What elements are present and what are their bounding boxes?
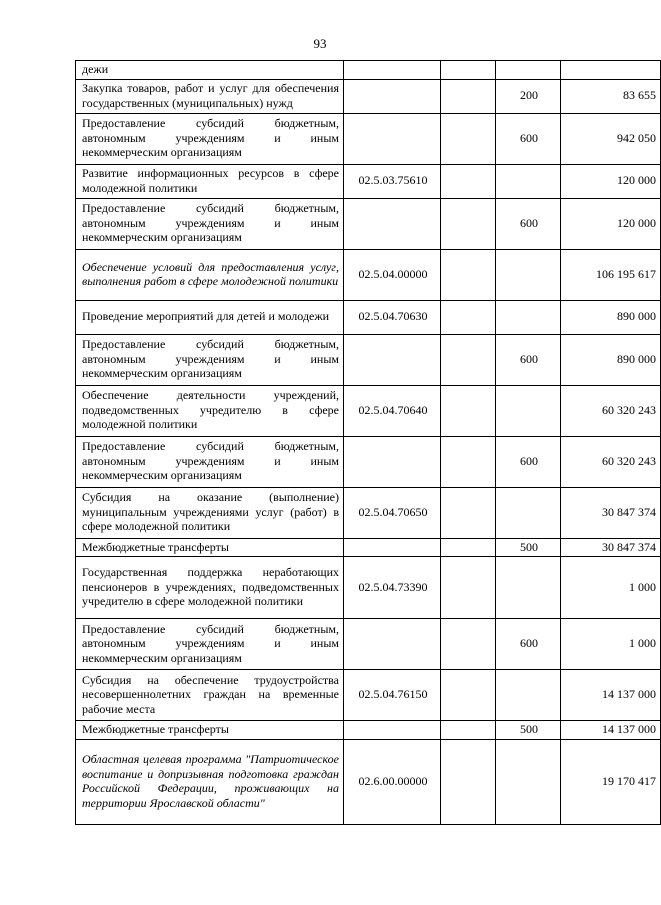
table-row <box>76 619 661 670</box>
row-name-cell: Закупка товаров, работ и услуг для обеспечения государственных (муниципальных) нужд <box>76 79 344 113</box>
row-type-cell <box>441 670 496 721</box>
row-type-cell <box>441 739 496 824</box>
row-type-cell <box>441 61 496 80</box>
row-expense-type-cell <box>496 739 561 824</box>
row-amount-cell: 19 170 417 <box>561 739 661 824</box>
row-code-cell: 02.5.04.76150 <box>344 670 441 721</box>
row-code-cell <box>344 619 441 670</box>
row-type-cell <box>441 113 496 164</box>
table-row <box>76 334 661 385</box>
row-expense-type-cell <box>496 487 561 538</box>
row-type-cell <box>441 721 496 740</box>
table-row <box>76 739 661 824</box>
table-row <box>76 61 661 80</box>
table-row <box>76 79 661 113</box>
row-type-cell <box>441 385 496 436</box>
row-code-cell <box>344 79 441 113</box>
row-amount-cell: 14 137 000 <box>561 670 661 721</box>
row-amount-cell: 890 000 <box>561 334 661 385</box>
row-amount-cell: 83 655 <box>561 79 661 113</box>
row-expense-type-cell <box>496 385 561 436</box>
row-expense-type-cell: 600 <box>496 436 561 487</box>
table-row <box>76 557 661 619</box>
table-row <box>76 670 661 721</box>
row-type-cell <box>441 436 496 487</box>
row-name-cell: Субсидия на оказание (выполнение) муниципальным учреждениями услуг (работ) в сфере молодежной политики <box>76 487 344 538</box>
table-row <box>76 249 661 300</box>
table-row <box>76 721 661 740</box>
row-amount-cell: 30 847 374 <box>561 487 661 538</box>
row-type-cell <box>441 538 496 557</box>
table-row <box>76 198 661 249</box>
row-amount-cell: 120 000 <box>561 198 661 249</box>
row-code-cell <box>344 538 441 557</box>
row-code-cell: 02.5.04.73390 <box>344 557 441 619</box>
row-type-cell <box>441 557 496 619</box>
row-type-cell <box>441 79 496 113</box>
row-expense-type-cell <box>496 300 561 334</box>
table-row <box>76 164 661 198</box>
row-amount-cell: 1 000 <box>561 557 661 619</box>
budget-table <box>75 60 661 825</box>
table-row <box>76 436 661 487</box>
row-code-cell: 02.5.04.70650 <box>344 487 441 538</box>
row-amount-cell <box>561 61 661 80</box>
row-name-cell: Развитие информационных ресурсов в сфере молодежной политики <box>76 164 344 198</box>
row-name-cell: Межбюджетные трансферты <box>76 721 344 740</box>
row-amount-cell: 1 000 <box>561 619 661 670</box>
row-amount-cell: 942 050 <box>561 113 661 164</box>
row-type-cell <box>441 334 496 385</box>
row-expense-type-cell: 600 <box>496 619 561 670</box>
row-expense-type-cell: 500 <box>496 721 561 740</box>
row-type-cell <box>441 487 496 538</box>
row-name-cell: Предоставление субсидий бюджетным, автономным учреждениям и иным некоммерческим организациям <box>76 436 344 487</box>
row-amount-cell: 30 847 374 <box>561 538 661 557</box>
row-name-cell: Областная целевая программа "Патриотическое воспитание и допризывная подготовка граждан Российской Федерации, проживающих на территории Ярославской области" <box>76 739 344 824</box>
row-type-cell <box>441 619 496 670</box>
row-code-cell <box>344 113 441 164</box>
row-type-cell <box>441 198 496 249</box>
row-amount-cell: 14 137 000 <box>561 721 661 740</box>
row-code-cell <box>344 334 441 385</box>
row-code-cell: 02.6.00.00000 <box>344 739 441 824</box>
row-expense-type-cell: 500 <box>496 538 561 557</box>
row-type-cell <box>441 164 496 198</box>
table-row <box>76 300 661 334</box>
row-amount-cell: 60 320 243 <box>561 436 661 487</box>
table-row <box>76 487 661 538</box>
row-expense-type-cell <box>496 249 561 300</box>
row-amount-cell: 60 320 243 <box>561 385 661 436</box>
budget-table-body <box>76 61 661 825</box>
row-name-cell: Обеспечение условий для предоставления услуг, выполнения работ в сфере молодежной политики <box>76 249 344 300</box>
row-expense-type-cell: 200 <box>496 79 561 113</box>
row-name-cell: Предоставление субсидий бюджетным, автономным учреждениям и иным некоммерческим организациям <box>76 113 344 164</box>
row-amount-cell: 120 000 <box>561 164 661 198</box>
page-number: 93 <box>313 36 327 51</box>
row-expense-type-cell: 600 <box>496 334 561 385</box>
row-name-cell: Государственная поддержка неработающих пенсионеров в учреждениях, подведомственных учредителю в сфере молодежной политики <box>76 557 344 619</box>
table-row <box>76 113 661 164</box>
row-code-cell: 02.5.03.75610 <box>344 164 441 198</box>
row-expense-type-cell <box>496 557 561 619</box>
row-name-cell: Межбюджетные трансферты <box>76 538 344 557</box>
row-code-cell: 02.5.04.00000 <box>344 249 441 300</box>
row-code-cell <box>344 721 441 740</box>
row-amount-cell: 106 195 617 <box>561 249 661 300</box>
table-row <box>76 385 661 436</box>
row-name-cell: Субсидия на обеспечение трудоустройства несовершеннолетних граждан на временные рабочие места <box>76 670 344 721</box>
row-code-cell <box>344 436 441 487</box>
row-amount-cell: 890 000 <box>561 300 661 334</box>
row-type-cell <box>441 249 496 300</box>
row-name-cell: Обеспечение деятельности учреждений, подведомственных учредителю в сфере молодежной политики <box>76 385 344 436</box>
row-expense-type-cell <box>496 670 561 721</box>
row-code-cell: 02.5.04.70640 <box>344 385 441 436</box>
row-name-cell: Предоставление субсидий бюджетным, автономным учреждениям и иным некоммерческим организациям <box>76 619 344 670</box>
row-name-cell: дежи <box>76 61 344 80</box>
row-expense-type-cell <box>496 61 561 80</box>
row-code-cell <box>344 198 441 249</box>
row-name-cell: Предоставление субсидий бюджетным, автономным учреждениям и иным некоммерческим организациям <box>76 198 344 249</box>
row-expense-type-cell: 600 <box>496 198 561 249</box>
row-expense-type-cell: 600 <box>496 113 561 164</box>
row-expense-type-cell <box>496 164 561 198</box>
row-code-cell: 02.5.04.70630 <box>344 300 441 334</box>
row-type-cell <box>441 300 496 334</box>
row-name-cell: Предоставление субсидий бюджетным, автономным учреждениям и иным некоммерческим организациям <box>76 334 344 385</box>
row-code-cell <box>344 61 441 80</box>
row-name-cell: Проведение мероприятий для детей и молодежи <box>76 300 344 334</box>
table-row <box>76 538 661 557</box>
